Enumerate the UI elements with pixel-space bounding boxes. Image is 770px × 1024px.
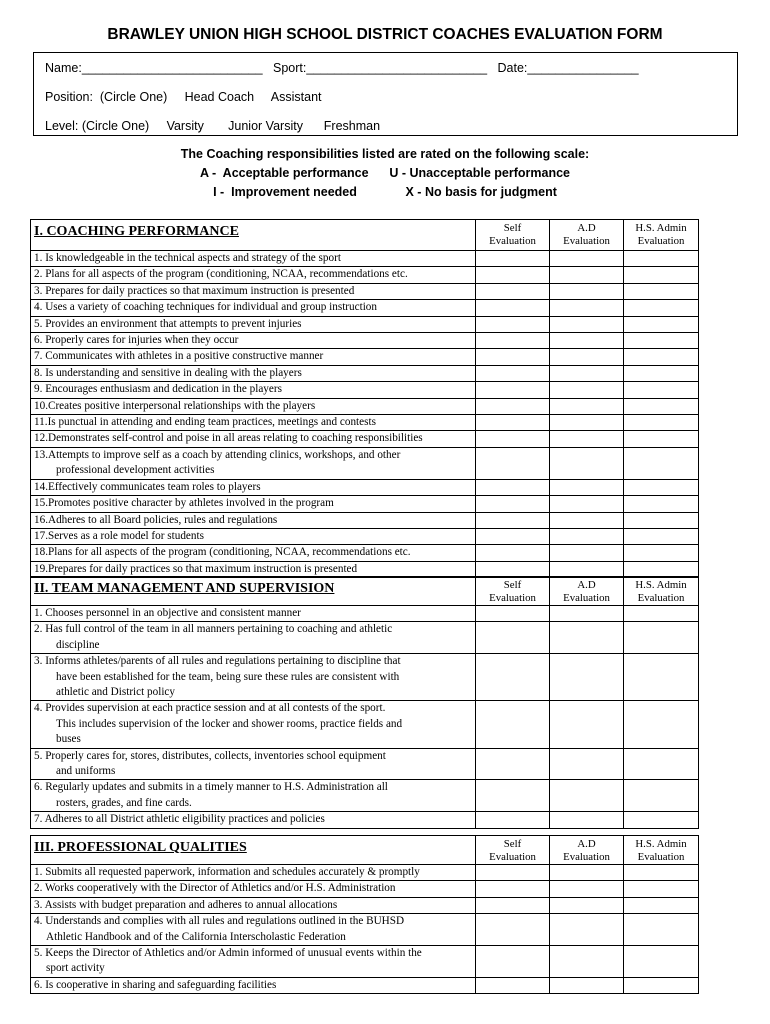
admin-rating-cell[interactable] xyxy=(624,398,699,414)
admin-rating-cell[interactable] xyxy=(624,333,699,349)
criterion-text: 18.Plans for all aspects of the program (conditioning, NCAA, recommendations etc. xyxy=(31,545,476,561)
self-rating-cell[interactable] xyxy=(476,349,550,365)
self-rating-cell[interactable] xyxy=(476,545,550,561)
team-management-table xyxy=(30,576,699,829)
criterion-text: 8. Is understanding and sensitive in dealing with the players xyxy=(31,365,476,381)
table-row xyxy=(31,479,699,495)
self-rating-cell[interactable] xyxy=(476,881,550,897)
admin-rating-cell[interactable] xyxy=(624,496,699,512)
self-rating-cell[interactable] xyxy=(476,283,550,299)
level-line[interactable]: Level: (Circle One) Varsity Junior Varsity Freshman xyxy=(45,119,381,133)
admin-rating-cell[interactable] xyxy=(624,812,699,828)
self-rating-cell[interactable] xyxy=(476,528,550,544)
admin-rating-cell[interactable] xyxy=(624,447,699,479)
self-rating-cell[interactable] xyxy=(476,316,550,332)
table-row xyxy=(31,283,699,299)
table-row xyxy=(31,977,699,993)
table-row xyxy=(31,251,699,267)
ad-rating-cell[interactable] xyxy=(550,267,624,283)
self-rating-cell[interactable] xyxy=(476,512,550,528)
admin-rating-cell[interactable] xyxy=(624,701,699,748)
table-row xyxy=(31,622,699,654)
admin-rating-cell[interactable] xyxy=(624,654,699,701)
criterion-text: 3. Prepares for daily practices so that maximum instruction is presented xyxy=(31,283,476,299)
ad-rating-cell[interactable] xyxy=(550,283,624,299)
table-row xyxy=(31,349,699,365)
admin-rating-cell[interactable] xyxy=(624,865,699,881)
ad-rating-cell[interactable] xyxy=(550,431,624,447)
table-row xyxy=(31,431,699,447)
admin-rating-cell[interactable] xyxy=(624,528,699,544)
section-heading: III. PROFESSIONAL QUALITIES xyxy=(31,836,476,865)
ad-rating-cell[interactable] xyxy=(550,946,624,978)
ad-rating-cell[interactable] xyxy=(550,300,624,316)
self-evaluation-header: Self Evaluation xyxy=(476,577,550,606)
admin-rating-cell[interactable] xyxy=(624,349,699,365)
criterion-text: 5. Keeps the Director of Athletics and/or Admin informed of unusual events within the sport activity xyxy=(31,946,476,978)
self-rating-cell[interactable] xyxy=(476,812,550,828)
ad-rating-cell[interactable] xyxy=(550,365,624,381)
self-rating-cell[interactable] xyxy=(476,654,550,701)
ad-rating-cell[interactable] xyxy=(550,622,624,654)
admin-rating-cell[interactable] xyxy=(624,251,699,267)
table-row xyxy=(31,812,699,828)
criterion-text: 10.Creates positive interpersonal relationships with the players xyxy=(31,398,476,414)
ad-rating-cell[interactable] xyxy=(550,398,624,414)
ad-rating-cell[interactable] xyxy=(550,316,624,332)
ad-evaluation-header: A.D Evaluation xyxy=(550,836,624,865)
criterion-text: 6. Regularly updates and submits in a timely manner to H.S. Administration all rosters, grades, and fine cards. xyxy=(31,780,476,812)
self-rating-cell[interactable] xyxy=(476,622,550,654)
self-rating-cell[interactable] xyxy=(476,479,550,495)
criterion-text: 2. Plans for all aspects of the program (conditioning, NCAA, recommendations etc. xyxy=(31,267,476,283)
criterion-text: 3. Informs athletes/parents of all rules and regulations pertaining to discipline that have been established for the team, being sure these rules are consistent with athletic and District policy xyxy=(31,654,476,701)
admin-rating-cell[interactable] xyxy=(624,946,699,978)
admin-rating-cell[interactable] xyxy=(624,606,699,622)
admin-rating-cell[interactable] xyxy=(624,897,699,913)
table-row xyxy=(31,415,699,431)
table-row xyxy=(31,447,699,479)
table-row xyxy=(31,316,699,332)
self-rating-cell[interactable] xyxy=(476,606,550,622)
ad-rating-cell[interactable] xyxy=(550,447,624,479)
table-row xyxy=(31,496,699,512)
admin-rating-cell[interactable] xyxy=(624,431,699,447)
self-rating-cell[interactable] xyxy=(476,780,550,812)
table-row xyxy=(31,606,699,622)
table-row xyxy=(31,382,699,398)
self-rating-cell[interactable] xyxy=(476,267,550,283)
table-row xyxy=(31,748,699,780)
self-rating-cell[interactable] xyxy=(476,946,550,978)
admin-rating-cell[interactable] xyxy=(624,316,699,332)
admin-rating-cell[interactable] xyxy=(624,512,699,528)
name-sport-date-line[interactable]: Name:__________________________ Sport:__________________________ Date:________________ xyxy=(45,61,639,75)
self-rating-cell[interactable] xyxy=(476,977,550,993)
ad-rating-cell[interactable] xyxy=(550,654,624,701)
self-rating-cell[interactable] xyxy=(476,897,550,913)
criterion-text: 6. Properly cares for injuries when they occur xyxy=(31,333,476,349)
ad-rating-cell[interactable] xyxy=(550,251,624,267)
self-rating-cell[interactable] xyxy=(476,398,550,414)
ad-rating-cell[interactable] xyxy=(550,512,624,528)
admin-rating-cell[interactable] xyxy=(624,748,699,780)
admin-rating-cell[interactable] xyxy=(624,881,699,897)
criterion-text: 7. Adheres to all District athletic eligibility practices and policies xyxy=(31,812,476,828)
ad-rating-cell[interactable] xyxy=(550,881,624,897)
table-row xyxy=(31,333,699,349)
info-box xyxy=(33,52,738,136)
table-row xyxy=(31,365,699,381)
admin-rating-cell[interactable] xyxy=(624,415,699,431)
ad-rating-cell[interactable] xyxy=(550,545,624,561)
criterion-text: 6. Is cooperative in sharing and safeguarding facilities xyxy=(31,977,476,993)
ad-rating-cell[interactable] xyxy=(550,748,624,780)
ad-rating-cell[interactable] xyxy=(550,865,624,881)
table-row xyxy=(31,780,699,812)
self-rating-cell[interactable] xyxy=(476,748,550,780)
ad-rating-cell[interactable] xyxy=(550,415,624,431)
scale-line-i-x: I - Improvement needed X - No basis for judgment xyxy=(213,185,557,199)
self-rating-cell[interactable] xyxy=(476,415,550,431)
ad-rating-cell[interactable] xyxy=(550,780,624,812)
table-row xyxy=(31,528,699,544)
admin-rating-cell[interactable] xyxy=(624,545,699,561)
criterion-text: 2. Works cooperatively with the Director of Athletics and/or H.S. Administration xyxy=(31,881,476,897)
self-rating-cell[interactable] xyxy=(476,365,550,381)
ad-rating-cell[interactable] xyxy=(550,349,624,365)
table-row xyxy=(31,654,699,701)
admin-rating-cell[interactable] xyxy=(624,365,699,381)
table-row xyxy=(31,300,699,316)
self-rating-cell[interactable] xyxy=(476,431,550,447)
section-heading: I. COACHING PERFORMANCE xyxy=(31,220,476,251)
self-rating-cell[interactable] xyxy=(476,447,550,479)
admin-evaluation-header: H.S. Admin Evaluation xyxy=(624,220,699,251)
table-row xyxy=(31,897,699,913)
criterion-text: 19.Prepares for daily practices so that maximum instruction is presented xyxy=(31,561,476,577)
table-row xyxy=(31,267,699,283)
ad-rating-cell[interactable] xyxy=(550,382,624,398)
table-row xyxy=(31,914,699,946)
ad-rating-cell[interactable] xyxy=(550,701,624,748)
criterion-text: 16.Adheres to all Board policies, rules and regulations xyxy=(31,512,476,528)
self-rating-cell[interactable] xyxy=(476,865,550,881)
self-rating-cell[interactable] xyxy=(476,251,550,267)
self-evaluation-header: Self Evaluation xyxy=(476,220,550,251)
criterion-text: 5. Properly cares for, stores, distributes, collects, inventories school equipment and uniforms xyxy=(31,748,476,780)
criterion-text: 3. Assists with budget preparation and adheres to annual allocations xyxy=(31,897,476,913)
criterion-text: 4. Provides supervision at each practice session and at all contests of the sport. This includes supervision of the locker and shower rooms, practice fields and buses xyxy=(31,701,476,748)
ad-rating-cell[interactable] xyxy=(550,528,624,544)
criterion-text: 11.Is punctual in attending and ending team practices, meetings and contests xyxy=(31,415,476,431)
table-row xyxy=(31,545,699,561)
ad-rating-cell[interactable] xyxy=(550,914,624,946)
position-line[interactable]: Position: (Circle One) Head Coach Assistant xyxy=(45,90,322,104)
criterion-text: 1. Chooses personnel in an objective and consistent manner xyxy=(31,606,476,622)
self-rating-cell[interactable] xyxy=(476,333,550,349)
table-row xyxy=(31,881,699,897)
admin-rating-cell[interactable] xyxy=(624,267,699,283)
table-row xyxy=(31,865,699,881)
criterion-text: 9. Encourages enthusiasm and dedication in the players xyxy=(31,382,476,398)
criterion-text: 2. Has full control of the team in all manners pertaining to coaching and athletic discipline xyxy=(31,622,476,654)
table-row xyxy=(31,946,699,978)
self-rating-cell[interactable] xyxy=(476,914,550,946)
criterion-text: 4. Uses a variety of coaching techniques for individual and group instruction xyxy=(31,300,476,316)
table-row xyxy=(31,512,699,528)
admin-rating-cell[interactable] xyxy=(624,780,699,812)
admin-rating-cell[interactable] xyxy=(624,479,699,495)
criterion-text: 5. Provides an environment that attempts to prevent injuries xyxy=(31,316,476,332)
admin-rating-cell[interactable] xyxy=(624,914,699,946)
admin-rating-cell[interactable] xyxy=(624,977,699,993)
self-evaluation-header: Self Evaluation xyxy=(476,836,550,865)
admin-evaluation-header: H.S. Admin Evaluation xyxy=(624,836,699,865)
criterion-text: 7. Communicates with athletes in a positive constructive manner xyxy=(31,349,476,365)
admin-evaluation-header: H.S. Admin Evaluation xyxy=(624,577,699,606)
form-title: BRAWLEY UNION HIGH SCHOOL DISTRICT COACHES EVALUATION FORM xyxy=(107,26,663,43)
ad-rating-cell[interactable] xyxy=(550,333,624,349)
ad-rating-cell[interactable] xyxy=(550,496,624,512)
coaching-performance-table xyxy=(30,219,699,578)
table-row xyxy=(31,398,699,414)
criterion-text: 4. Understands and complies with all rules and regulations outlined in the BUHSD Athletic Handbook and of the California Interscholastic Federation xyxy=(31,914,476,946)
ad-rating-cell[interactable] xyxy=(550,977,624,993)
scale-intro: The Coaching responsibilities listed are rated on the following scale: xyxy=(180,147,590,161)
self-rating-cell[interactable] xyxy=(476,300,550,316)
ad-evaluation-header: A.D Evaluation xyxy=(550,220,624,251)
criterion-text: 1. Is knowledgeable in the technical aspects and strategy of the sport xyxy=(31,251,476,267)
self-rating-cell[interactable] xyxy=(476,496,550,512)
self-rating-cell[interactable] xyxy=(476,382,550,398)
admin-rating-cell[interactable] xyxy=(624,622,699,654)
ad-rating-cell[interactable] xyxy=(550,606,624,622)
admin-rating-cell[interactable] xyxy=(624,283,699,299)
criterion-text: 17.Serves as a role model for students xyxy=(31,528,476,544)
scale-line-a-u: A - Acceptable performance U - Unacceptable performance xyxy=(199,166,570,180)
ad-rating-cell[interactable] xyxy=(550,897,624,913)
ad-rating-cell[interactable] xyxy=(550,812,624,828)
professional-qualities-table xyxy=(30,835,699,994)
admin-rating-cell[interactable] xyxy=(624,300,699,316)
ad-rating-cell[interactable] xyxy=(550,479,624,495)
criterion-text: 13.Attempts to improve self as a coach by attending clinics, workshops, and other professional development activities xyxy=(31,447,476,479)
admin-rating-cell[interactable] xyxy=(624,382,699,398)
criterion-text: 1. Submits all requested paperwork, information and schedules accurately & promptly xyxy=(31,865,476,881)
criterion-text: 15.Promotes positive character by athletes involved in the program xyxy=(31,496,476,512)
table-row xyxy=(31,701,699,748)
criterion-text: 12.Demonstrates self-control and poise in all areas relating to coaching responsibilities xyxy=(31,431,476,447)
section-heading: II. TEAM MANAGEMENT AND SUPERVISION xyxy=(31,577,476,606)
criterion-text: 14.Effectively communicates team roles to players xyxy=(31,479,476,495)
self-rating-cell[interactable] xyxy=(476,701,550,748)
ad-evaluation-header: A.D Evaluation xyxy=(550,577,624,606)
